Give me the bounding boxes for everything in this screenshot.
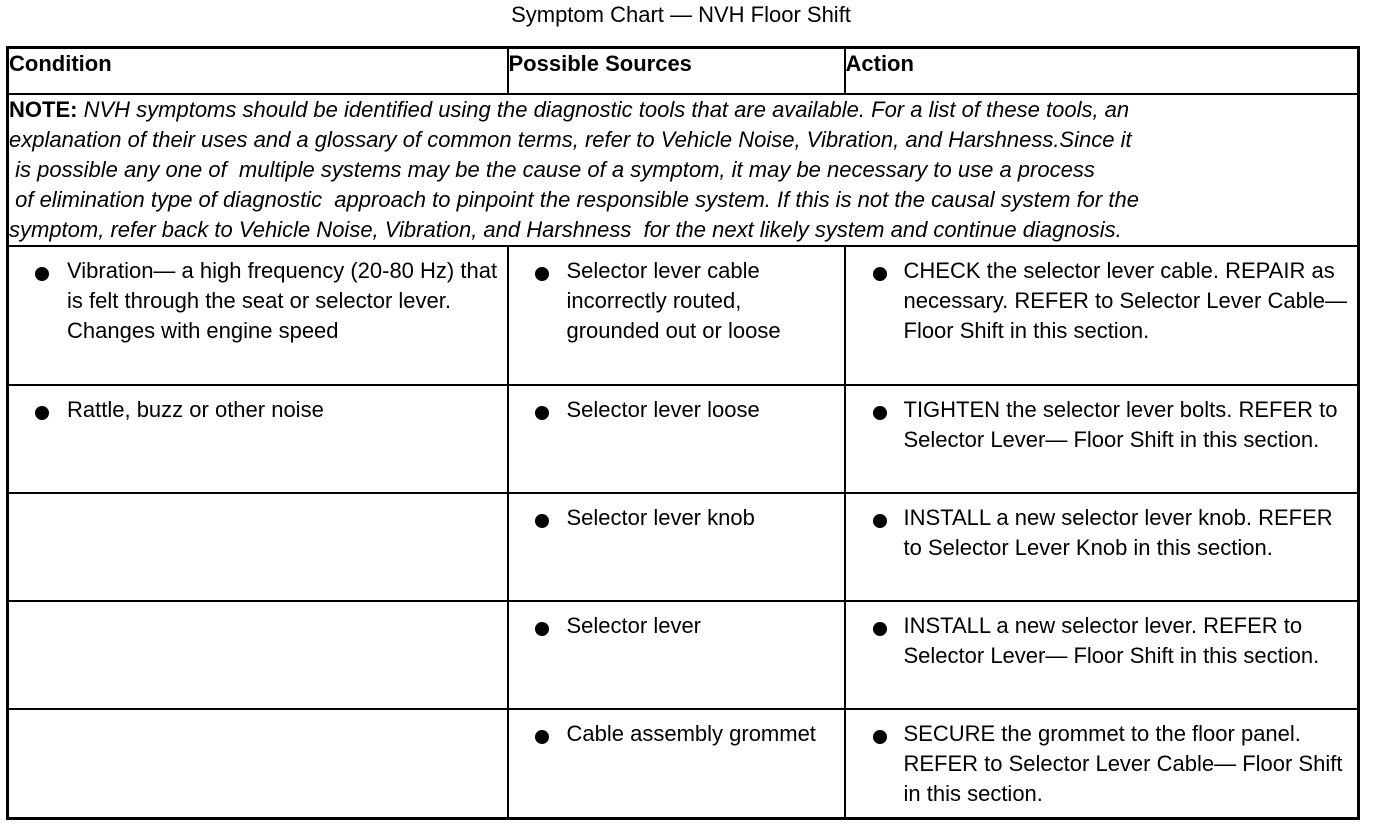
source-text: Selector lever knob bbox=[566, 504, 755, 530]
note-line: is possible any one of multiple systems may be the cause of a symptom, it may be necessary to use a process bbox=[9, 156, 1095, 182]
condition-cell bbox=[8, 385, 508, 493]
source-text: Selector lever bbox=[566, 612, 702, 638]
condition-cell bbox=[8, 709, 508, 819]
header-action: Action bbox=[845, 48, 1359, 94]
list-item bbox=[509, 247, 844, 354]
list-item bbox=[509, 710, 844, 757]
header-possible-sources: Possible Sources bbox=[508, 48, 845, 94]
source-cell bbox=[508, 709, 845, 819]
bullet-icon bbox=[873, 406, 887, 420]
bullet-icon bbox=[873, 514, 887, 528]
list-item bbox=[846, 247, 1358, 354]
source-cell bbox=[508, 493, 845, 601]
action-text: SECURE the grommet to the floor panel. REFER to Selector Lever Cable— Floor Shift in this section. bbox=[903, 720, 1343, 806]
action-text: TIGHTEN the selector lever bolts. REFER to Selector Lever— Floor Shift in this section. bbox=[903, 396, 1338, 452]
bullet-icon bbox=[535, 406, 549, 420]
list-item bbox=[509, 386, 844, 433]
list-item bbox=[509, 494, 844, 541]
condition-cell bbox=[8, 246, 508, 385]
list-item bbox=[846, 494, 1358, 571]
bullet-icon bbox=[873, 267, 887, 281]
source-text: Selector lever loose bbox=[566, 396, 760, 422]
action-text: INSTALL a new selector lever knob. REFER to Selector Lever Knob in this section. bbox=[903, 504, 1333, 560]
bullet-icon bbox=[35, 406, 49, 420]
action-text: CHECK the selector lever cable. REPAIR as necessary. REFER to Selector Lever Cable— Floor Shift in this section. bbox=[903, 257, 1347, 343]
source-cell bbox=[508, 601, 845, 709]
note-line: symptom, refer back to Vehicle Noise, Vibration, and Harshness for the next likely system and continue diagnosis. bbox=[9, 216, 1122, 242]
table-row bbox=[8, 601, 1359, 709]
action-cell bbox=[845, 601, 1359, 709]
table-row bbox=[8, 246, 1359, 385]
note-cell bbox=[8, 94, 1359, 246]
source-cell bbox=[508, 385, 845, 493]
list-item bbox=[9, 247, 507, 354]
table-row bbox=[8, 493, 1359, 601]
bullet-icon bbox=[535, 267, 549, 281]
list-item bbox=[846, 602, 1358, 679]
list-item bbox=[509, 602, 844, 649]
source-text: Cable assembly grommet bbox=[566, 720, 816, 746]
bullet-icon bbox=[35, 267, 49, 281]
list-item bbox=[846, 710, 1358, 817]
list-item bbox=[9, 386, 507, 433]
action-text: INSTALL a new selector lever. REFER to Selector Lever— Floor Shift in this section. bbox=[903, 612, 1320, 668]
list-item bbox=[846, 386, 1358, 463]
symptom-chart-table bbox=[6, 46, 1360, 820]
source-cell bbox=[508, 246, 845, 385]
source-text: Selector lever cable incorrectly routed, grounded out or loose bbox=[566, 257, 781, 343]
bullet-icon bbox=[873, 622, 887, 636]
note-text: NVH symptoms should be identified using the diagnostic tools that are available. For a list of these tools, an bbox=[83, 96, 1130, 122]
bullet-icon bbox=[873, 730, 887, 744]
table-row bbox=[8, 385, 1359, 493]
note-line: explanation of their uses and a glossary of common terms, refer to Vehicle Noise, Vibration, and Harshness.Since it bbox=[9, 126, 1132, 152]
note-label: NOTE: bbox=[9, 96, 78, 122]
header-condition: Condition bbox=[8, 48, 508, 94]
action-cell bbox=[845, 385, 1359, 493]
note-line bbox=[9, 95, 1357, 125]
action-cell bbox=[845, 493, 1359, 601]
bullet-icon bbox=[535, 730, 549, 744]
note-line: of elimination type of diagnostic approach to pinpoint the responsible system. If this is not the causal system for the bbox=[9, 186, 1139, 212]
action-cell bbox=[845, 246, 1359, 385]
header-row bbox=[8, 48, 1359, 94]
bullet-icon bbox=[535, 622, 549, 636]
condition-cell bbox=[8, 601, 508, 709]
action-cell bbox=[845, 709, 1359, 819]
condition-text: Rattle, buzz or other noise bbox=[67, 396, 324, 422]
bullet-icon bbox=[535, 514, 549, 528]
note-row bbox=[8, 94, 1359, 246]
condition-text: Vibration— a high frequency (20-80 Hz) that is felt through the seat or selector lever. Changes with engine speed bbox=[67, 257, 498, 343]
condition-cell bbox=[8, 493, 508, 601]
page-title: Symptom Chart — NVH Floor Shift bbox=[511, 2, 851, 27]
table-row bbox=[8, 709, 1359, 819]
